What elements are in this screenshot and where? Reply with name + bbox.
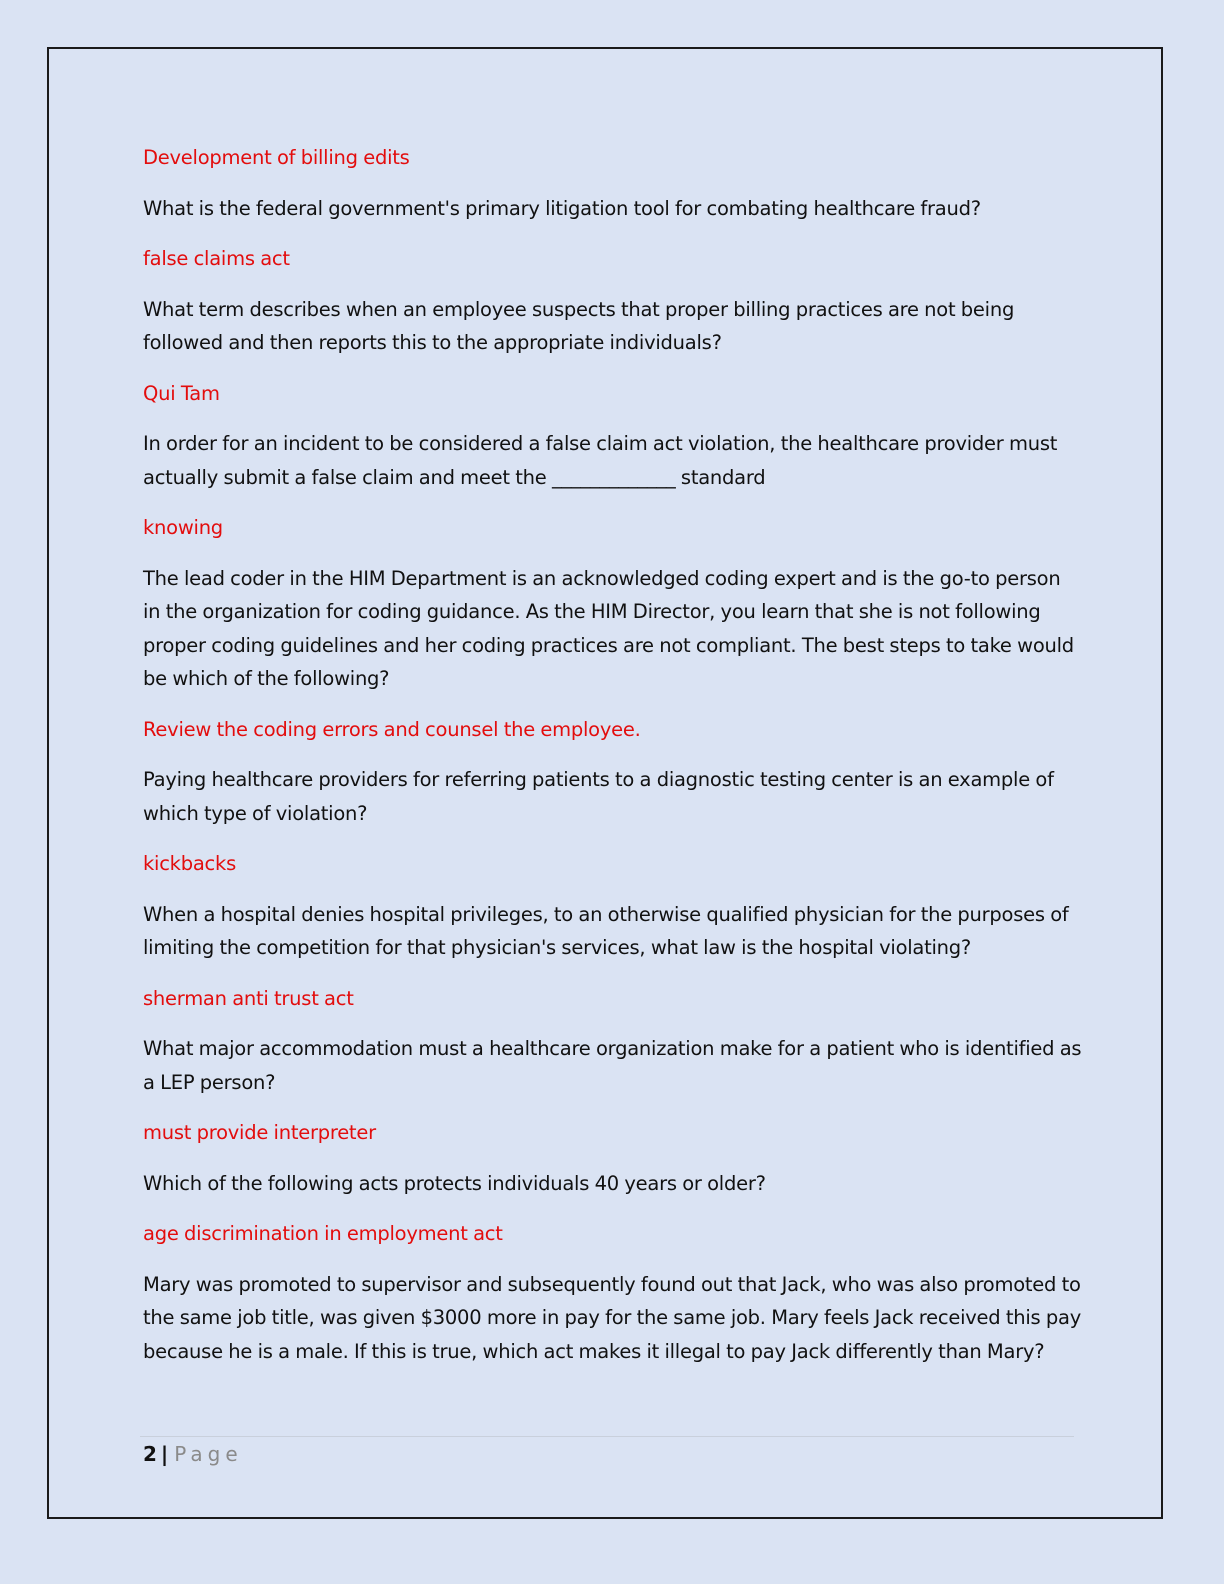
answer-text: age discrimination in employment act — [143, 1222, 503, 1245]
page-footer — [143, 1440, 243, 1468]
page-number: 2 — [143, 1442, 157, 1466]
question-text: What term describes when an employee suspects that proper billing practices are not being followed and then reports this to the appropriate individuals? — [143, 297, 1015, 354]
answer-text: kickbacks — [143, 852, 236, 875]
question-text: What major accommodation must a healthcare organization make for a patient who is identified as a LEP person? — [143, 1037, 1082, 1094]
question-text: What is the federal government's primary litigation tool for combating healthcare fraud? — [143, 196, 981, 220]
answer-text: Development of billing edits — [143, 146, 410, 169]
footer-divider — [140, 1436, 1074, 1437]
answer-text: Qui Tam — [143, 381, 220, 405]
answer-text: sherman anti trust act — [143, 986, 354, 1010]
answer-text: must provide interpreter — [143, 1121, 376, 1144]
question-text: The lead coder in the HIM Department is an acknowledged coding expert and is the go-to person in the organization for coding guidance. As the HIM Director, you learn that she is not following proper coding guidelines and her coding practices are not compliant. The best steps to take would be which of the following? — [143, 566, 1074, 690]
question-text: Paying healthcare providers for referring patients to a diagnostic testing center is an example of which type of violation? — [143, 768, 1054, 825]
answer-text: false claims act — [143, 247, 290, 270]
document-body — [143, 141, 1083, 1385]
question-text: When a hospital denies hospital privileges, to an otherwise qualified physician for the purposes of limiting the competition for that physician's services, what law is the hospital violating? — [143, 902, 1069, 959]
question-text: Mary was promoted to supervisor and subsequently found out that Jack, who was also promoted to the same job title, was given $3000 more in pay for the same job. Mary feels Jack received this pay because he is a male. If this is true, which act makes it illegal to pay Jack differently than Mary? — [143, 1272, 1082, 1363]
question-text: In order for an incident to be considered a false claim act violation, the healthcare provider must actually submit a false claim and meet the _____________ standard — [143, 432, 1058, 489]
page-label: Page — [174, 1442, 243, 1466]
question-text: Which of the following acts protects individuals 40 years or older? — [143, 1171, 766, 1195]
answer-text: Review the coding errors and counsel the employee. — [143, 717, 641, 741]
answer-text: knowing — [143, 516, 223, 539]
page-separator: | — [160, 1442, 169, 1466]
